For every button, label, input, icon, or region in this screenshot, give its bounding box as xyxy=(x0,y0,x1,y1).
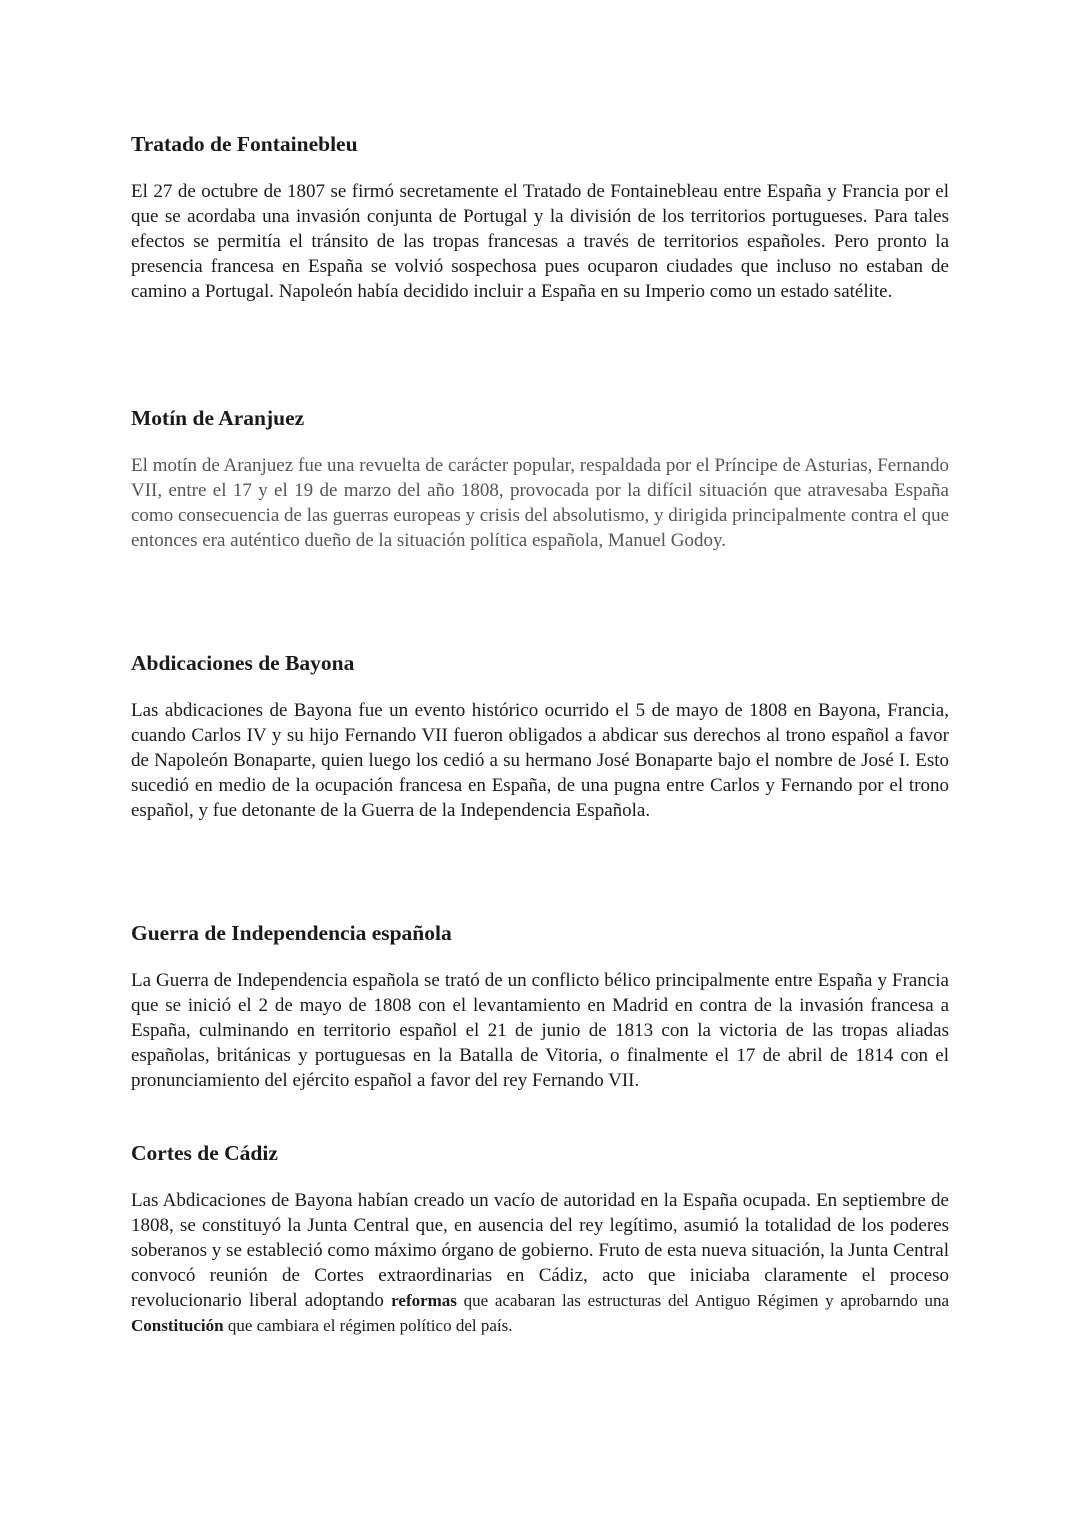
section-guerra-independencia xyxy=(131,920,949,1093)
section-heading: Cortes de Cádiz xyxy=(131,1141,278,1165)
section-heading: Tratado de Fontainebleu xyxy=(131,132,358,156)
section-motin-aranjuez xyxy=(131,405,949,553)
body-text-part2: que acabaran las estructuras del Antiguo Régimen y aprobarndo una xyxy=(456,1291,950,1310)
bold-term-constitucion: Constitución xyxy=(131,1316,224,1335)
section-cortes-cadiz xyxy=(131,1140,949,1338)
section-body: El 27 de octubre de 1807 se firmó secretamente el Tratado de Fontainebleau entre España y Francia por el que se acordaba una invasión conjunta de Portugal y la división de los territorios portugueses. Para tales efectos se permitía el tránsito de las tropas francesas a través de territorios españoles. Pero pronto la presencia francesa en España se volvió sospechosa pues ocuparon ciudades que incluso no estaban de camino a Portugal. Napoleón había decidido incluir a España en su Imperio como un estado satélite. xyxy=(131,181,949,302)
section-heading: Motín de Aranjuez xyxy=(131,406,305,430)
section-abdicaciones-bayona xyxy=(131,650,949,823)
section-heading: Guerra de Independencia española xyxy=(131,921,452,945)
section-tratado-fontainebleu xyxy=(131,131,949,304)
section-body xyxy=(131,1188,949,1338)
section-body: La Guerra de Independencia española se trató de un conflicto bélico principalmente entre España y Francia que se inició el 2 de mayo de 1808 con el levantamiento en Madrid en contra de la invasión francesa a España, culminando en territorio español el 21 de junio de 1813 con la victoria de las tropas aliadas españolas, británicas y portuguesas en la Batalla de Vitoria, o finalmente el 17 de abril de 1814 con el pronunciamiento del ejército español a favor del rey Fernando VII. xyxy=(131,970,949,1091)
section-body: Las abdicaciones de Bayona fue un evento histórico ocurrido el 5 de mayo de 1808 en Bayona, Francia, cuando Carlos IV y su hijo Fernando VII fueron obligados a abdicar sus derechos al trono español a favor de Napoleón Bonaparte, quien luego los cedió a su hermano José Bonaparte bajo el nombre de José I. Esto sucedió en medio de la ocupación francesa en España, de una pugna entre Carlos y Fernando por el trono español, y fue detonante de la Guerra de la Independencia Española. xyxy=(131,700,949,821)
body-text-part3: que cambiara el régimen político del país. xyxy=(223,1316,513,1335)
section-heading: Abdicaciones de Bayona xyxy=(131,651,355,675)
bold-term-reformas: reformas xyxy=(391,1291,457,1310)
body-text-part1: Las Abdicaciones de Bayona habían creado un vacío de autoridad en la España ocupada. En septiembre de 1808, se constituyó la Junta Central que, en ausencia del rey legítimo, asumió la totalidad de los poderes soberanos y se estableció como máximo órgano de gobierno. Fruto de esta nueva situación, la Junta Central convocó reunión de Cortes extraordinarias en Cádiz, acto que iniciaba claramente el proceso revolucionario liberal adoptando xyxy=(131,1190,949,1311)
section-body: El motín de Aranjuez fue una revuelta de carácter popular, respaldada por el Príncipe de Asturias, Fernando VII, entre el 17 y el 19 de marzo del año 1808, provocada por la difícil situación que atravesaba España como consecuencia de las guerras europeas y crisis del absolutismo, y dirigida principalmente contra el que entonces era auténtico dueño de la situación política española, Manuel Godoy. xyxy=(131,455,949,551)
